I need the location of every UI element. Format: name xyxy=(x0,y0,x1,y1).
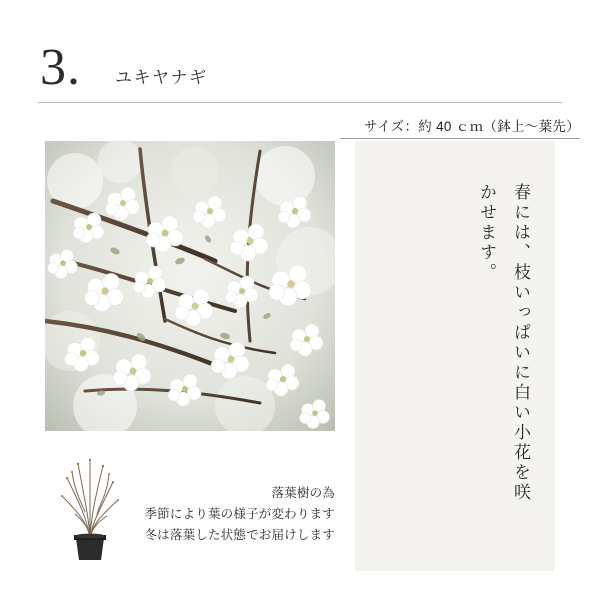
header-divider xyxy=(38,102,562,103)
page-header xyxy=(40,26,560,94)
description-panel xyxy=(355,141,555,571)
item-number: 3. xyxy=(40,39,81,96)
notes-block xyxy=(120,483,335,546)
vertical-description-text: 春には、枝いっぱいに白い小花を咲かせます。 xyxy=(477,183,530,503)
size-label: サイズ：約 40 ｃｍ（鉢上～葉先） xyxy=(364,119,580,134)
size-divider xyxy=(340,138,580,139)
note-line-3: 冬は落葉した状態でお届けします xyxy=(144,528,335,542)
note-line-2: 季節により葉の様子が変わります xyxy=(144,507,335,521)
main-flower-photo xyxy=(45,141,335,431)
page-title: ユキヤナギ xyxy=(115,68,208,87)
flower-photo-illustration xyxy=(45,141,335,431)
note-line-1: 落葉樹の為 xyxy=(271,486,335,500)
